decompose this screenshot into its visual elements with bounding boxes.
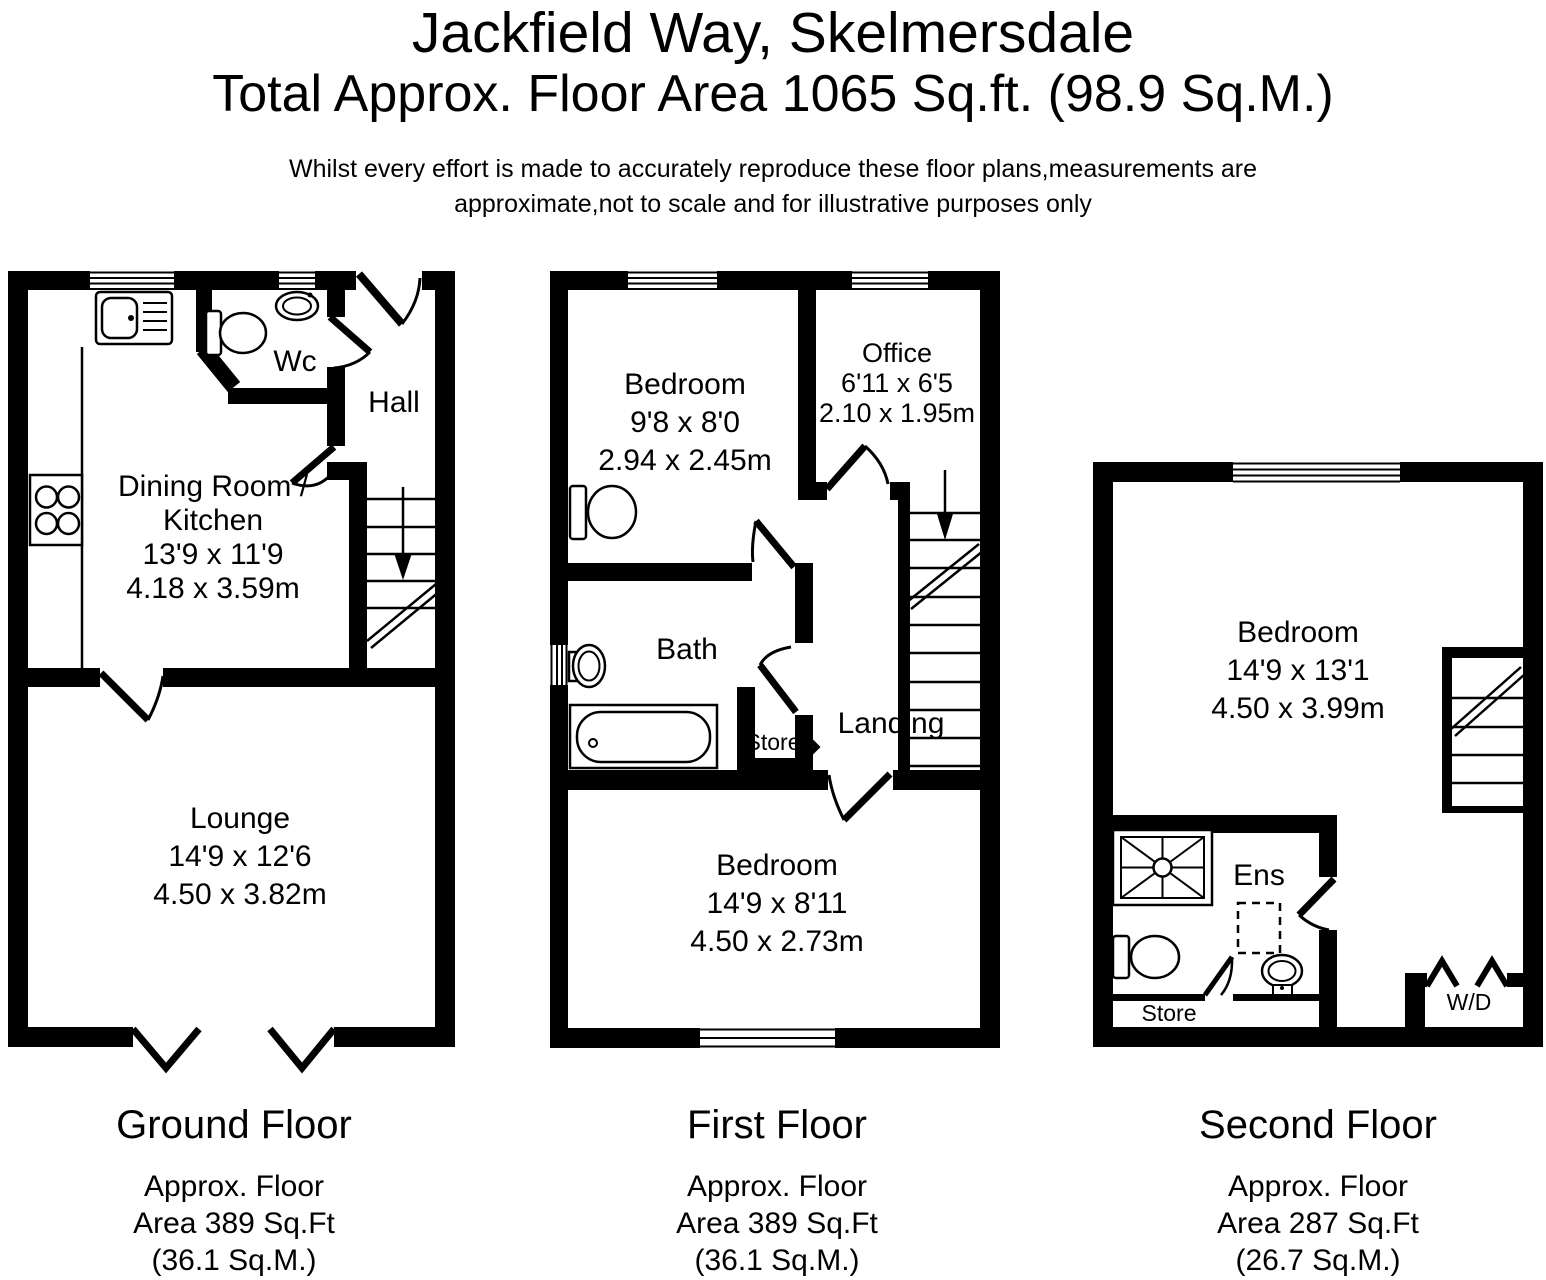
shower-icon [1113, 830, 1212, 905]
caption-first-floor: First Floor [687, 1103, 867, 1147]
dining-kitchen-dims-m: 4.18 x 3.59m [126, 572, 300, 605]
room-label-wc: Wc [273, 345, 317, 378]
patio-door-chevron-right [270, 1029, 334, 1068]
second-floor-plan [1093, 462, 1543, 1047]
second-fixtures [1113, 830, 1302, 995]
bedroom-front-dims-m: 2.94 x 2.45m [598, 444, 772, 477]
stairs-down-arrow [937, 514, 953, 540]
room-label-bath: Bath [656, 633, 718, 666]
room-label-store-second: Store [1141, 1000, 1197, 1026]
room-label-ens: Ens [1233, 859, 1285, 892]
room-label-dining-kitchen [118, 470, 308, 606]
area-first-line3: (36.1 Sq.M.) [694, 1244, 860, 1277]
office-dims-m: 2.10 x 1.95m [818, 398, 976, 428]
room-label-store-first: Store [745, 729, 801, 755]
area-second-line1: Approx. Floor [1227, 1170, 1409, 1203]
bath-toilet-icon [570, 486, 636, 539]
ens-basin-icon [1262, 955, 1302, 995]
ground-stairs [367, 487, 440, 648]
cupboard-dashed-outline [1238, 903, 1280, 953]
area-ground-line2: Area 389 Sq.Ft [133, 1207, 335, 1240]
office-name: Office [861, 338, 933, 368]
room-label-hall: Hall [368, 386, 420, 419]
second-stairs [1451, 667, 1525, 783]
room-label-wd: W/D [1446, 989, 1492, 1015]
lounge-dims-m: 4.50 x 3.82m [153, 878, 327, 911]
room-label-landing: Landing [837, 707, 945, 740]
second-doors [1205, 879, 1507, 995]
dining-kitchen-line2: Kitchen [162, 504, 264, 537]
caption-ground-floor: Ground Floor [116, 1103, 352, 1147]
room-label-bedroom-front [598, 366, 771, 480]
stairs-down-arrow [394, 553, 412, 580]
lounge-name: Lounge [189, 802, 291, 835]
bedroom-second-dims-m: 4.50 x 3.99m [1211, 692, 1385, 725]
second-windows [1233, 462, 1400, 482]
bedroom-second-name: Bedroom [1237, 616, 1359, 649]
area-second-line2: Area 287 Sq.Ft [1217, 1207, 1419, 1240]
bedroom-back-dims-m: 4.50 x 2.73m [690, 925, 864, 958]
wd-door-chevron-left [1427, 961, 1457, 986]
disclaimer-line-1: Whilst every effort is made to accurately reproduce these floor plans,measurements are [288, 155, 1258, 183]
room-label-office [819, 338, 975, 428]
bedroom-front-name: Bedroom [624, 368, 746, 401]
caption-second-floor: Second Floor [1199, 1103, 1437, 1147]
ens-toilet-icon [1113, 936, 1179, 978]
page-subtitle: Total Approx. Floor Area 1065 Sq.ft. (98.9 Sq.M.) [212, 65, 1334, 123]
room-label-bedroom-back [690, 847, 863, 961]
hob-icon [30, 475, 82, 545]
wd-door-chevron-right [1477, 961, 1507, 986]
area-ground-floor [133, 1168, 335, 1279]
area-second-line3: (26.7 Sq.M.) [1235, 1244, 1401, 1277]
area-ground-line3: (36.1 Sq.M.) [151, 1244, 317, 1277]
page-title: Jackfield Way, Skelmersdale [411, 1, 1135, 65]
lounge-dims-ft: 14'9 x 12'6 [168, 840, 312, 873]
bedroom-front-dims-ft: 9'8 x 8'0 [630, 406, 740, 439]
dining-kitchen-dims-ft: 13'9 x 11'9 [142, 538, 284, 571]
area-first-line1: Approx. Floor [686, 1170, 868, 1203]
office-dims-ft: 6'11 x 6'5 [841, 368, 953, 398]
disclaimer-line-2: approximate,not to scale and for illustrative purposes only [454, 190, 1092, 218]
patio-door-chevron-left [133, 1029, 199, 1068]
wc-basin-icon [276, 292, 318, 320]
bedroom-back-dims-ft: 14'9 x 8'11 [706, 887, 848, 920]
wc-toilet-icon [206, 311, 266, 355]
area-second-floor [1217, 1168, 1419, 1279]
area-ground-line1: Approx. Floor [143, 1170, 325, 1203]
bathtub-icon [570, 705, 717, 768]
first-fixtures [569, 486, 717, 768]
kitchen-sink-icon [96, 292, 172, 344]
area-first-line2: Area 389 Sq.Ft [676, 1207, 878, 1240]
dining-kitchen-line1: Dining Room / [117, 470, 309, 503]
room-label-bedroom-second [1211, 614, 1384, 728]
area-first-floor [676, 1168, 878, 1279]
bedroom-second-dims-ft: 14'9 x 13'1 [1226, 654, 1370, 687]
bedroom-back-name: Bedroom [716, 849, 838, 882]
room-label-lounge [153, 800, 326, 914]
bath-basin-icon [569, 645, 605, 687]
